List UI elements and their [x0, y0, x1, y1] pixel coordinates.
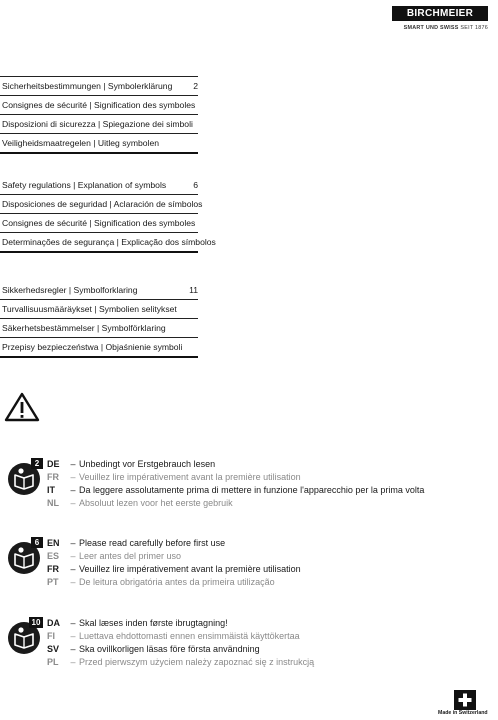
instruction-line [47, 537, 301, 550]
toc-row-text: Consignes de sécurité | Signification des symboles [2, 218, 196, 228]
instruction-line [47, 643, 314, 656]
dash-separator: – [70, 538, 76, 548]
language-code: DA [47, 618, 60, 628]
toc-row-text: Safety regulations | Explanation of symbols [2, 180, 167, 190]
instruction-line [47, 563, 301, 576]
instruction-text: Veuillez lire impérativement avant la première utilisation [79, 564, 301, 574]
dash-separator: – [70, 472, 76, 482]
page-badge: 6 [31, 537, 43, 548]
language-code: DE [47, 459, 60, 469]
instruction-text: Przed pierwszym użyciem należy zapoznać się z instrukcją [79, 657, 315, 667]
toc-row[interactable] [0, 281, 198, 300]
toc-row[interactable] [0, 214, 198, 233]
instruction-line [47, 484, 424, 497]
instruction-text: Leer antes del primer uso [79, 551, 182, 561]
toc-row-text: Disposizioni di sicurezza | Spiegazione dei simboli [2, 119, 193, 129]
instruction-block-1 [7, 458, 487, 520]
toc-row[interactable] [0, 338, 198, 358]
tagline-bold: SMART UND SWISS [403, 25, 459, 31]
dash-separator: – [70, 657, 76, 667]
toc-group-2 [0, 176, 216, 253]
instruction-line [47, 458, 424, 471]
toc-row[interactable] [0, 319, 198, 338]
instruction-text: Ska ovillkorligen läsas före första användning [79, 644, 260, 654]
instruction-line [47, 617, 314, 630]
language-code: FI [47, 631, 55, 641]
language-code: ES [47, 551, 60, 561]
instruction-text: Skal læses inden første ibrugtagning! [79, 618, 228, 628]
toc-row[interactable] [0, 176, 198, 195]
instruction-text: Luettava ehdottomasti ennen ensimmäistä käyttökertaa [79, 631, 300, 641]
instruction-block-3 [7, 617, 487, 679]
toc-page-number: 11 [189, 285, 198, 295]
dash-separator: – [70, 498, 76, 508]
language-code: PL [47, 657, 59, 667]
instruction-text: De leitura obrigatória antes da primeira utilização [79, 577, 275, 587]
dash-separator: – [70, 485, 76, 495]
toc-row-text: Turvallisuusmääräykset | Symbolien selitykset [2, 304, 177, 314]
instruction-block-2 [7, 537, 487, 599]
language-code: EN [47, 538, 60, 548]
instruction-line [47, 497, 424, 510]
toc-row-text: Przepisy bezpieczeństwa | Objaśnienie symboli [2, 342, 183, 352]
dash-separator: – [70, 618, 76, 628]
toc-row[interactable] [0, 300, 198, 319]
toc-row[interactable] [0, 233, 216, 253]
toc-row[interactable] [0, 115, 198, 134]
toc-row-text: Disposiciones de seguridad | Aclaración de símbolos [2, 199, 203, 209]
brand-tagline [404, 25, 488, 31]
brand-logo: BIRCHMEIER [392, 6, 488, 21]
instruction-line [47, 550, 301, 563]
language-code: SV [47, 644, 60, 654]
instruction-text: Da leggere assolutamente prima di mettere in funzione l'apparecchio per la prima volta [79, 485, 425, 495]
dash-separator: – [70, 644, 76, 654]
instruction-line [47, 576, 301, 589]
language-code: NL [47, 498, 59, 508]
dash-separator: – [70, 564, 76, 574]
dash-separator: – [70, 551, 76, 561]
toc-group-1 [0, 76, 198, 154]
dash-separator: – [70, 459, 76, 469]
toc-page-number: 2 [193, 81, 198, 91]
toc-group-3 [0, 281, 198, 358]
language-code: FR [47, 472, 59, 482]
toc-row-text: Säkerhetsbestämmelser | Symbolförklaring [2, 323, 166, 333]
toc-row[interactable] [0, 76, 198, 96]
toc-row-text: Determinações de segurança | Explicação dos símbolos [2, 237, 216, 247]
instruction-text: Absoluut lezen voor het eerste gebruik [79, 498, 233, 508]
language-code: IT [47, 485, 55, 495]
toc-row[interactable] [0, 96, 198, 115]
toc-row-text: Consignes de sécurité | Signification des symboles [2, 100, 196, 110]
toc-row-text: Veiligheidsmaatregelen | Uitleg symbolen [2, 138, 160, 148]
instruction-line [47, 471, 424, 484]
language-code: PT [47, 577, 59, 587]
page-badge: 10 [29, 617, 43, 628]
tagline-rest: SEIT 1876 [460, 25, 488, 31]
made-in-switzerland: Made in Switzerland [438, 710, 488, 716]
dash-separator: – [70, 631, 76, 641]
language-code: FR [47, 564, 59, 574]
dash-separator: – [70, 577, 76, 587]
swiss-cross-icon [454, 690, 476, 710]
toc-row-text: Sicherheitsbestimmungen | Symbolerklärung [2, 81, 173, 91]
instruction-text: Veuillez lire impérativement avant la première utilisation [79, 472, 301, 482]
instruction-line [47, 656, 314, 669]
toc-row[interactable] [0, 134, 198, 154]
toc-row-text: Sikkerhedsregler | Symbolforklaring [2, 285, 138, 295]
toc-page-number: 6 [193, 180, 198, 190]
instruction-text: Unbedingt vor Erstgebrauch lesen [79, 459, 216, 469]
warning-triangle-icon [4, 392, 40, 422]
toc-row[interactable] [0, 195, 203, 214]
instruction-line [47, 630, 314, 643]
instruction-text: Please read carefully before first use [79, 538, 226, 548]
page-badge: 2 [31, 458, 43, 469]
